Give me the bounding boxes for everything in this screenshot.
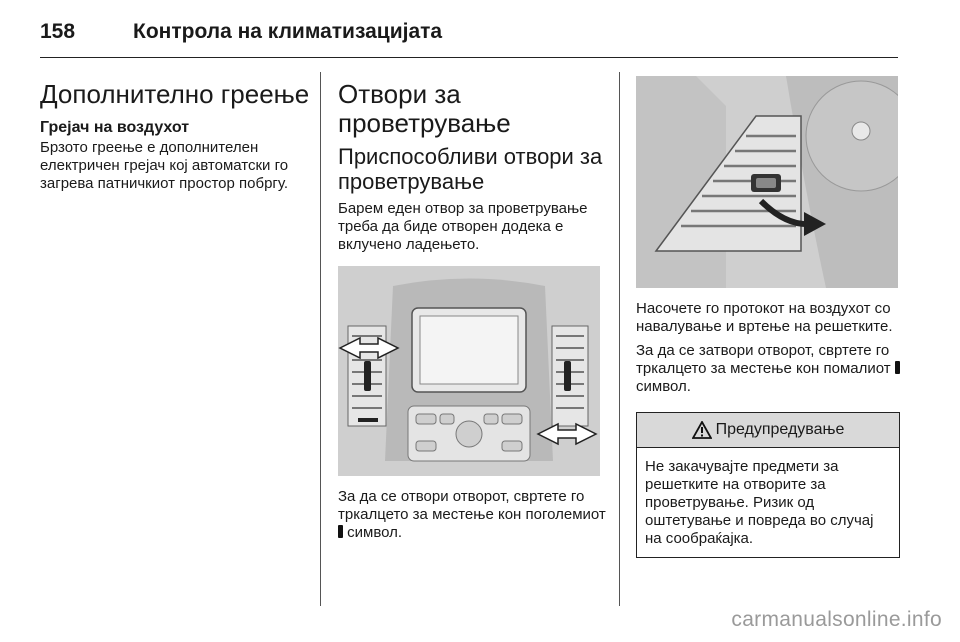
paragraph: [636, 342, 902, 396]
section-title: Дополнително греење: [40, 79, 310, 109]
watermark: carmanualsonline.info: [731, 608, 942, 631]
paragraph-text: символ.: [636, 378, 691, 395]
page-header: [40, 12, 898, 52]
paragraph-text: За да се отвори отворот, свртете го тркалцето за местење кон поголемиот: [338, 488, 606, 523]
paragraph-text: символ.: [343, 524, 403, 541]
column-divider: [320, 72, 321, 606]
paragraph: Барем еден отвор за проветрување треба да биде отворен додека е вклучено ладењето.: [338, 200, 588, 253]
warning-text: Не закачувајте предмети за решетките на отворите за проветрување. Ризик од оштетување и повреда во случај на сообраќајка.: [645, 458, 874, 547]
side-vent-drawing: [636, 76, 898, 288]
chapter-title: Контрола на климатизацијата: [133, 20, 443, 43]
header-rule: [40, 57, 898, 58]
smaller-symbol-icon: [895, 361, 900, 374]
warning-box: [636, 412, 900, 558]
paragraph: Насочете го протокот на воздухот со навалување и вртење на решетките.: [636, 300, 893, 335]
dashboard-vents-illustration: [338, 266, 600, 476]
dashboard-vents-drawing: [338, 266, 600, 476]
column-divider: [619, 72, 620, 606]
paragraph: [338, 488, 606, 542]
section-title: Отвори за проветрување: [338, 79, 511, 138]
warning-body: [637, 448, 899, 557]
subsection-title: Приспособливи отвори за проветрување: [338, 144, 603, 194]
column-1: [40, 80, 310, 193]
column-2: [338, 80, 606, 542]
paragraph-text: За да се затвори отворот, свртете го тркалцето за местење кон помалиот: [636, 342, 895, 377]
warning-header: [637, 413, 899, 448]
page-number: 158: [40, 20, 76, 43]
warning-title: Предупредување: [715, 421, 845, 438]
side-vent-illustration: [636, 76, 898, 288]
column-3: [636, 76, 902, 558]
warning-triangle-icon: [692, 421, 712, 439]
subsection-title: Грејач на воздухот: [40, 119, 190, 136]
paragraph: Брзото греење е дополнителен електричен грејач кој автоматски го загрева патничкиот простор побргу.: [40, 139, 289, 192]
